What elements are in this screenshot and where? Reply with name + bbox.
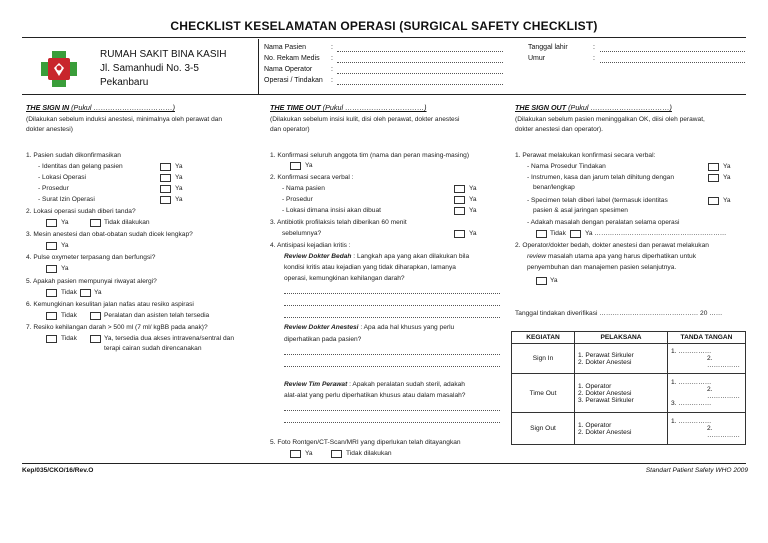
sign-in-heading: THE SIGN IN (Pukul ……………………………) <box>26 103 175 112</box>
table-row <box>512 374 746 413</box>
checkbox-label: Ya <box>723 163 731 170</box>
checkbox-label: Ya <box>175 163 183 170</box>
table-cell: Sign Out <box>512 413 575 445</box>
answer-line[interactable] <box>284 354 500 355</box>
sign-in-item-2: 2. Lokasi operasi sudah diberi tanda? <box>26 208 136 215</box>
hospital-name: RUMAH SAKIT BINA KASIH <box>100 49 227 60</box>
checkbox-label: Ya <box>175 174 183 181</box>
colon: : <box>593 55 595 62</box>
sign-out-item-1a: - Nama Prosedur Tindakan <box>527 163 606 170</box>
sign-out-item-1: 1. Perawat melakukan konfirmasi secara verbal: <box>515 152 656 159</box>
checkbox-label: Ya <box>305 162 313 169</box>
time-out-item-3b: sebelumnya? <box>282 230 322 237</box>
checkbox-label: Ya <box>469 196 477 203</box>
table-header: PELAKSANA <box>575 332 668 344</box>
answer-line[interactable] <box>284 422 500 423</box>
sign-in-item-1: 1. Pasien sudah dikonfirmasikan <box>26 152 121 159</box>
table-cell: 1. Perawat Sirkuler 2. Dokter Anestesi <box>575 344 668 374</box>
checkbox[interactable] <box>80 289 91 297</box>
checkbox[interactable] <box>708 197 719 205</box>
checkbox[interactable] <box>160 185 171 193</box>
sign-out-item-2: 2. Operator/dokter bedah, dokter anestesi dan perawat melakukan <box>515 242 709 249</box>
checkbox[interactable] <box>46 219 57 227</box>
checkbox-label: Tidak <box>61 335 77 342</box>
checkbox-label: Peralatan dan asisten telah tersedia <box>104 312 210 319</box>
checkbox-label: Ya <box>175 196 183 203</box>
checkbox-label: Ya <box>469 207 477 214</box>
header-rule <box>22 94 746 95</box>
title-rule <box>22 37 746 38</box>
sign-out-item-1c: pasien & asal jaringan spesimen <box>533 207 628 214</box>
sign-out-item-1d: - Adakah masalah dengan peralatan selama operasi <box>527 219 680 226</box>
checkbox[interactable] <box>46 335 57 343</box>
sign-out-item-1b: benar/lengkap <box>533 184 575 191</box>
sign-out-desc: dokter anestesi dan operator). <box>515 126 603 133</box>
nama-pasien-field[interactable] <box>337 51 503 52</box>
checkbox-label: Tidak <box>61 312 77 319</box>
no-rm-field[interactable] <box>337 62 503 63</box>
checkbox-label: Tidak <box>61 289 77 296</box>
checkbox[interactable] <box>454 207 465 215</box>
checkbox[interactable] <box>454 230 465 238</box>
sign-in-item-5: 5. Apakah pasien mempunyai riwayat alergi? <box>26 278 157 285</box>
checkbox[interactable] <box>46 312 57 320</box>
checkbox-label: Tidak dilakukan <box>346 450 392 457</box>
checkbox[interactable] <box>454 196 465 204</box>
answer-line[interactable] <box>284 293 500 294</box>
review-dokter-bedah-text: kondisi kritis atau kejadian yang tidak diharapkan, lamanya <box>284 264 456 271</box>
signature-cell[interactable]: 1. …………… 2. …………… <box>668 344 746 374</box>
table-cell: 1. Operator 2. Dokter Anestesi 3. Perawat Sirkuler <box>575 374 668 413</box>
time-out-item-4: 4. Antisipasi kejadian kritis : <box>270 242 351 249</box>
review-tim-perawat: Review Tim Perawat : Apakah peralatan sudah steril, adakah <box>284 381 465 388</box>
table-header: KEGIATAN <box>512 332 575 344</box>
tanggal-lahir-field[interactable] <box>600 51 745 52</box>
checkbox-label: Ya, tersedia dua akses intravena/sentral dan <box>104 335 235 342</box>
checkbox[interactable] <box>331 450 342 458</box>
sign-in-item-1d: - Surat Izin Operasi <box>38 196 95 203</box>
table-header: TANDA TANGAN <box>668 332 746 344</box>
sign-in-item-1c: - Prosedur <box>38 185 69 192</box>
signature-cell[interactable]: 1. …………… 2. …………… 3. …………… <box>668 374 746 413</box>
hospital-logo-icon <box>40 50 78 88</box>
table-row <box>512 344 746 374</box>
checkbox-label: Tidak <box>550 230 566 237</box>
time-out-item-1: 1. Konfirmasi seluruh anggota tim (nama dan peran masing-masing) <box>270 152 470 159</box>
time-out-item-2a: - Nama pasien <box>282 185 325 192</box>
checkbox[interactable] <box>160 174 171 182</box>
checkbox[interactable] <box>90 312 101 320</box>
time-out-item-5: 5. Foto Rontgen/CT-Scan/MRI yang diperlukan telah ditayangkan <box>270 439 461 446</box>
table-cell: Sign In <box>512 344 575 374</box>
sign-in-desc: dokter anestesi) <box>26 126 73 133</box>
standard-note: Standart Patient Safety WHO 2009 <box>645 467 748 474</box>
checkbox[interactable] <box>290 450 301 458</box>
review-tim-perawat-text: alat-alat yang perlu diperhatikan khusus atau dalam masalah? <box>284 392 466 399</box>
checkbox-label: Ya <box>469 185 477 192</box>
checkbox[interactable] <box>46 265 57 273</box>
sign-in-item-3: 3. Mesin anestesi dan obat-obatan sudah dicek lengkap? <box>26 231 193 238</box>
checkbox[interactable] <box>46 242 57 250</box>
checkbox[interactable] <box>570 230 581 238</box>
checkbox-label: Ya <box>305 450 313 457</box>
checkbox[interactable] <box>708 174 719 182</box>
checkbox-label: Ya <box>550 277 558 284</box>
checkbox-label: terapi cairan sudah direncanakan <box>104 345 202 352</box>
colon: : <box>331 66 333 73</box>
checkbox[interactable] <box>46 289 57 297</box>
checkbox-label: Ya <box>61 242 69 249</box>
checkbox[interactable] <box>90 219 101 227</box>
hospital-city: Pekanbaru <box>100 77 149 88</box>
sign-out-item-2: review masalah utama apa yang harus diperhatikan untuk <box>527 253 696 260</box>
sign-out-item-1b: - Instrumen, kasa dan jarum telah dihitung dengan <box>527 174 674 181</box>
table-cell: 1. Operator 2. Dokter Anestesi <box>575 413 668 445</box>
sign-out-desc: (Dilakukan sebelum pasien meninggalkan OK, diisi oleh perawat, <box>515 116 705 123</box>
answer-line[interactable] <box>284 366 500 367</box>
sign-out-heading: THE SIGN OUT (Pukul ……………………………) <box>515 103 672 112</box>
checkbox[interactable] <box>160 196 171 204</box>
answer-line[interactable] <box>284 410 500 411</box>
checkbox-label: Ya <box>723 197 731 204</box>
checkbox-label: Ya <box>61 265 69 272</box>
colon: : <box>331 55 333 62</box>
operasi-field[interactable] <box>337 84 503 85</box>
time-out-item-2b: - Prosedur <box>282 196 313 203</box>
sign-in-item-7: 7. Resiko kehilangan darah > 500 ml (7 ml/ kgBB pada anak)? <box>26 324 208 331</box>
field-label-operasi: Operasi / Tindakan <box>264 77 323 84</box>
colon: : <box>331 77 333 84</box>
header-divider <box>258 39 259 94</box>
page-title: CHECKLIST KESELAMATAN OPERASI (SURGICAL SAFETY CHECKLIST) <box>170 19 598 33</box>
sign-in-item-4: 4. Pulse oxymeter terpasang dan berfungsi? <box>26 254 156 261</box>
colon: : <box>331 44 333 51</box>
checkbox[interactable] <box>90 335 101 343</box>
signature-cell[interactable]: 1. …………… 2. …………… <box>668 413 746 445</box>
sign-out-item-2: penyembuhan dan manajemen pasien selanjutnya. <box>527 264 677 271</box>
review-dokter-anestesi-text: diperhatikan pada pasien? <box>284 336 362 343</box>
form-code: Kep/035/CKO/16/Rev.O <box>22 467 94 474</box>
time-out-desc: dan operator) <box>270 126 310 133</box>
table-cell: Time Out <box>512 374 575 413</box>
checkbox-label: Ya <box>723 174 731 181</box>
checkbox-label: Ya <box>469 230 477 237</box>
review-dokter-bedah: Review Dokter Bedah : Langkah apa yang akan dilakukan bila <box>284 253 470 260</box>
checkbox-label: Ya …………………………………………………… <box>585 230 727 237</box>
sign-out-item-1c: - Specimen telah diberi label (termasuk identitas <box>527 197 668 204</box>
checkbox-label: Ya <box>94 289 102 296</box>
field-label-nama-pasien: Nama Pasien <box>264 44 307 51</box>
checkbox-label: Tidak dilakukan <box>104 219 150 226</box>
sign-in-item-1b: - Lokasi Operasi <box>38 174 87 181</box>
colon: : <box>593 44 595 51</box>
hospital-address: Jl. Samanhudi No. 3-5 <box>100 63 199 74</box>
checkbox[interactable] <box>290 162 301 170</box>
sign-in-item-1a: - Identitas dan gelang pasien <box>38 163 123 170</box>
review-dokter-bedah-text: operasi, kemungkinan kehilangan darah? <box>284 275 405 282</box>
time-out-heading: THE TIME OUT (Pukul ……………………………) <box>270 103 427 112</box>
signature-table <box>511 331 746 445</box>
nama-operator-field[interactable] <box>337 73 503 74</box>
review-dokter-anestesi: Review Dokter Anestesi : Apa ada hal khusus yang perlu <box>284 324 455 331</box>
field-label-no-rm: No. Rekam Medis <box>264 55 320 62</box>
sign-in-item-6: 6. Kemungkinan kesulitan jalan nafas atau resiko aspirasi <box>26 301 194 308</box>
answer-line[interactable] <box>284 305 500 306</box>
time-out-item-3: 3. Antibiotik profilaksis telah diberikan 60 menit <box>270 219 407 226</box>
field-label-nama-operator: Nama Operator <box>264 66 313 73</box>
sign-in-desc: (Dilakukan sebelum induksi anestesi, minimalnya oleh perawat dan <box>26 116 223 123</box>
time-out-desc: (Dilakukan sebelum insisi kulit, disi oleh perawat, dokter anestesi <box>270 116 460 123</box>
checkbox[interactable] <box>536 230 547 238</box>
footer-rule <box>22 463 746 464</box>
checkbox-label: Ya <box>175 185 183 192</box>
field-label-tanggal-lahir: Tanggal lahir <box>528 44 568 51</box>
answer-line[interactable] <box>284 317 500 318</box>
checkbox[interactable] <box>454 185 465 193</box>
time-out-item-2c: - Lokasi dimana insisi akan dibuat <box>282 207 381 214</box>
tanggal-verifikasi: Tanggal tindakan diverifikasi ……………………………………… 20 …… <box>515 310 723 317</box>
time-out-item-2: 2. Konfirmasi secara verbal : <box>270 174 354 181</box>
field-label-umur: Umur <box>528 55 546 62</box>
checkbox[interactable] <box>708 163 719 171</box>
checkbox[interactable] <box>160 163 171 171</box>
table-row <box>512 413 746 445</box>
checkbox-label: Ya <box>61 219 69 226</box>
checkbox[interactable] <box>536 277 547 285</box>
umur-field[interactable] <box>600 62 745 63</box>
